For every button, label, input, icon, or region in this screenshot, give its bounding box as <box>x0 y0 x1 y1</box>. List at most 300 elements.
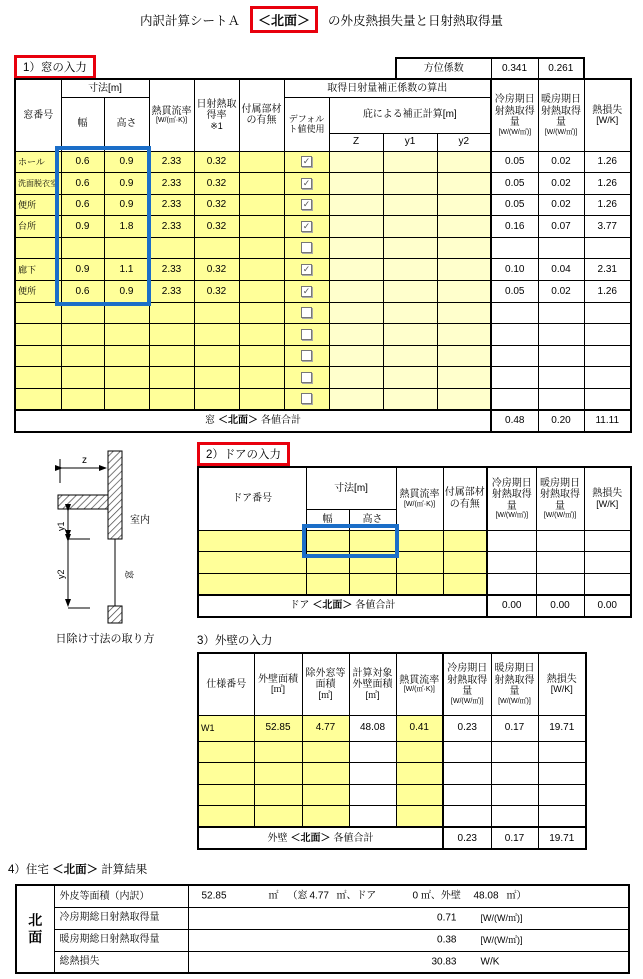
y1-cell[interactable] <box>383 173 437 195</box>
u-value-cell[interactable]: 2.33 <box>149 151 194 173</box>
u-value-cell[interactable]: 2.33 <box>149 173 194 195</box>
z-cell[interactable] <box>329 173 383 195</box>
window-name-cell[interactable]: 台所 <box>15 216 61 238</box>
width-cell[interactable]: 0.6 <box>61 151 104 173</box>
window-name-cell[interactable] <box>15 345 61 367</box>
checkbox-icon[interactable] <box>301 307 312 318</box>
y2-cell[interactable] <box>437 237 491 259</box>
z-cell[interactable] <box>329 151 383 173</box>
door-row <box>198 573 631 595</box>
heat-loss-cell <box>584 367 631 389</box>
wall-area-cell[interactable] <box>254 741 302 763</box>
title-orientation-badge: ＜北面＞ <box>250 6 318 33</box>
direction-factor-cooling: 0.341 <box>491 58 538 80</box>
checkmark: ✓ <box>302 220 311 231</box>
y1-cell[interactable] <box>383 389 437 411</box>
y1-cell[interactable] <box>383 259 437 281</box>
u-value-cell[interactable] <box>149 367 194 389</box>
cooling-gain-cell <box>491 302 538 324</box>
cooling-gain-cell <box>443 741 491 763</box>
cooling-gain-cell <box>491 367 538 389</box>
col-header-height: 高さ <box>104 97 149 151</box>
height-cell[interactable] <box>349 552 396 574</box>
window-row <box>15 324 631 346</box>
y1-cell[interactable] <box>383 151 437 173</box>
door-total-label: ドア ＜北面＞ 各値合計 <box>198 595 487 617</box>
window-name-cell[interactable]: 便所 <box>15 281 61 303</box>
heat-loss-cell <box>584 237 631 259</box>
col-header-heating-gain: 暖房期日射熱取得量 [W/(W/㎡)] <box>538 79 584 151</box>
col-header-correction-group: 取得日射量補正係数の算出 <box>284 79 491 97</box>
heat-loss-cell <box>584 302 631 324</box>
col-header-dimension: 寸法[m] <box>306 467 396 509</box>
u-value-cell[interactable]: 2.33 <box>149 281 194 303</box>
height-cell[interactable]: 0.9 <box>104 173 149 195</box>
heat-loss-cell <box>538 806 586 828</box>
z-cell[interactable] <box>329 194 383 216</box>
shgc-cell[interactable] <box>194 389 239 411</box>
y2-dim-label: y2 <box>56 569 66 579</box>
u-value-cell[interactable]: 2.33 <box>149 259 194 281</box>
default-checkbox-cell <box>284 281 329 303</box>
heat-loss-cell: 1.26 <box>584 194 631 216</box>
width-cell[interactable] <box>61 324 104 346</box>
cooling-gain-cell <box>443 763 491 785</box>
cooling-gain-cell <box>443 784 491 806</box>
window-name-cell[interactable] <box>15 237 61 259</box>
y1-cell[interactable] <box>383 302 437 324</box>
checkbox-icon[interactable] <box>301 199 312 210</box>
wall-area-cell[interactable] <box>254 784 302 806</box>
u-value-cell[interactable] <box>396 573 443 595</box>
window-row <box>15 259 631 281</box>
y2-cell[interactable] <box>437 345 491 367</box>
col-header-height: 高さ <box>349 509 396 530</box>
attachment-cell[interactable] <box>239 151 284 173</box>
z-cell[interactable] <box>329 345 383 367</box>
cooling-gain-cell <box>491 237 538 259</box>
width-cell[interactable] <box>61 237 104 259</box>
width-cell[interactable] <box>61 345 104 367</box>
excluded-area-cell[interactable] <box>302 784 349 806</box>
result-row <box>16 885 629 907</box>
window-name-cell[interactable] <box>15 324 61 346</box>
y1-cell[interactable] <box>383 216 437 238</box>
shade-dimension-diagram <box>22 443 187 628</box>
z-dim-label: z <box>82 455 87 466</box>
u-value-cell[interactable] <box>149 345 194 367</box>
default-checkbox-cell <box>284 259 329 281</box>
width-cell[interactable]: 0.6 <box>61 281 104 303</box>
checkbox-icon[interactable] <box>301 221 312 232</box>
window-row <box>15 216 631 238</box>
default-checkbox-cell <box>284 302 329 324</box>
height-cell[interactable]: 0.9 <box>104 194 149 216</box>
result-value-heating: 0.38 [W/(W/㎡)] <box>188 929 629 951</box>
z-cell[interactable] <box>329 389 383 411</box>
diagram-caption: 日除け寸法の取り方 <box>55 633 155 645</box>
window-row <box>15 345 631 367</box>
z-cell[interactable] <box>329 367 383 389</box>
width-cell[interactable] <box>306 552 349 574</box>
attachment-cell[interactable] <box>239 345 284 367</box>
y2-cell[interactable] <box>437 216 491 238</box>
y2-cell[interactable] <box>437 367 491 389</box>
u-value-cell[interactable] <box>396 784 443 806</box>
default-checkbox-cell <box>284 237 329 259</box>
col-header-y2: y2 <box>437 133 491 151</box>
width-cell[interactable] <box>61 367 104 389</box>
u-value-cell[interactable]: 2.33 <box>149 216 194 238</box>
shgc-cell[interactable]: 0.32 <box>194 173 239 195</box>
door-name-cell[interactable] <box>198 573 306 595</box>
heat-loss-cell <box>538 784 586 806</box>
col-header-cooling-gain: 冷房期日射熱取得量 [W/(W/㎡)] <box>443 653 491 715</box>
result-row <box>16 907 629 929</box>
window-name-cell[interactable] <box>15 389 61 411</box>
height-cell[interactable] <box>349 530 396 552</box>
cooling-gain-cell: 0.10 <box>491 259 538 281</box>
shgc-cell[interactable]: 0.32 <box>194 281 239 303</box>
window-table <box>14 78 632 433</box>
y1-cell[interactable] <box>383 345 437 367</box>
height-cell[interactable]: 1.1 <box>104 259 149 281</box>
result-table <box>15 884 630 974</box>
heat-loss-cell <box>538 741 586 763</box>
spec-no-cell[interactable] <box>198 806 254 828</box>
window-row <box>15 302 631 324</box>
col-header-dimension: 寸法[m] <box>61 79 149 97</box>
u-value-cell[interactable] <box>396 530 443 552</box>
y2-cell[interactable] <box>437 151 491 173</box>
default-checkbox-cell <box>284 173 329 195</box>
shgc-cell[interactable]: 0.32 <box>194 151 239 173</box>
default-checkbox-cell <box>284 194 329 216</box>
heating-gain-cell <box>538 389 584 411</box>
wall-section-label: 3）外壁の入力 <box>197 635 273 647</box>
heat-loss-cell: 2.31 <box>584 259 631 281</box>
col-header-attachment: 付属部材の有無 <box>239 79 284 151</box>
width-cell[interactable] <box>61 302 104 324</box>
col-header-u-value: 熱貫流率 [W/(㎡·K)] <box>396 467 443 530</box>
col-header-wall-area: 外壁面積 [㎡] <box>254 653 302 715</box>
heat-loss-cell <box>584 324 631 346</box>
cooling-gain-cell <box>491 324 538 346</box>
y2-cell[interactable] <box>437 389 491 411</box>
window-name-cell[interactable] <box>15 302 61 324</box>
attachment-cell[interactable] <box>239 281 284 303</box>
door-row <box>198 552 631 574</box>
window-name-cell[interactable]: 洗面脱衣室 <box>15 173 61 195</box>
y2-cell[interactable] <box>437 259 491 281</box>
direction-factor-label: 方位係数 <box>396 58 491 80</box>
result-row <box>16 951 629 973</box>
height-cell[interactable] <box>349 573 396 595</box>
u-value-cell[interactable] <box>149 324 194 346</box>
result-label-heating: 暖房期総日射熱取得量 <box>54 929 188 951</box>
attachment-cell[interactable] <box>239 389 284 411</box>
attachment-cell[interactable] <box>239 194 284 216</box>
heat-loss-cell <box>584 530 631 552</box>
cooling-gain-cell <box>487 573 536 595</box>
height-cell[interactable] <box>104 389 149 411</box>
heating-gain-cell <box>536 573 584 595</box>
default-checkbox-cell <box>284 367 329 389</box>
height-cell[interactable] <box>104 324 149 346</box>
y2-cell[interactable] <box>437 173 491 195</box>
heating-gain-cell: 0.02 <box>538 173 584 195</box>
y2-cell[interactable] <box>437 302 491 324</box>
spec-no-cell[interactable] <box>198 763 254 785</box>
heat-loss-cell <box>538 763 586 785</box>
shgc-cell[interactable] <box>194 302 239 324</box>
shgc-cell[interactable] <box>194 345 239 367</box>
wall-total-loss: 19.71 <box>538 827 586 849</box>
cooling-gain-cell: 0.05 <box>491 194 538 216</box>
spec-no-cell[interactable] <box>198 784 254 806</box>
shgc-cell[interactable]: 0.32 <box>194 216 239 238</box>
u-value-cell[interactable] <box>149 237 194 259</box>
excluded-area-cell[interactable]: 4.77 <box>302 715 349 741</box>
checkbox-icon[interactable] <box>301 264 312 275</box>
y1-cell[interactable] <box>383 324 437 346</box>
heating-gain-cell <box>491 741 538 763</box>
window-row <box>15 237 631 259</box>
heat-loss-cell: 19.71 <box>538 715 586 741</box>
heat-loss-cell: 1.26 <box>584 173 631 195</box>
wall-area-cell[interactable]: 52.85 <box>254 715 302 741</box>
checkbox-icon[interactable] <box>301 156 312 167</box>
width-cell[interactable]: 0.6 <box>61 173 104 195</box>
excluded-area-cell[interactable] <box>302 806 349 828</box>
checkbox-icon[interactable] <box>301 372 312 383</box>
shgc-cell[interactable]: 0.32 <box>194 194 239 216</box>
window-total-heating: 0.20 <box>538 410 584 432</box>
default-checkbox-cell <box>284 324 329 346</box>
attachment-cell[interactable] <box>443 573 487 595</box>
page-title <box>0 6 643 33</box>
y2-cell[interactable] <box>437 194 491 216</box>
attachment-cell[interactable] <box>239 173 284 195</box>
checkbox-icon[interactable] <box>301 393 312 404</box>
default-checkbox-cell <box>284 345 329 367</box>
z-cell[interactable] <box>329 216 383 238</box>
heating-gain-cell <box>536 530 584 552</box>
y1-cell[interactable] <box>383 237 437 259</box>
width-cell[interactable]: 0.9 <box>61 216 104 238</box>
height-cell[interactable]: 0.9 <box>104 281 149 303</box>
door-section-label: 2）ドアの入力 <box>197 442 290 466</box>
attachment-cell[interactable] <box>239 324 284 346</box>
shgc-cell[interactable] <box>194 237 239 259</box>
col-header-spec-no: 仕様番号 <box>198 653 254 715</box>
default-checkbox-cell <box>284 389 329 411</box>
u-value-cell[interactable] <box>396 552 443 574</box>
col-header-calc-area: 計算対象外壁面積 [㎡] <box>349 653 396 715</box>
checkmark: ✓ <box>302 177 311 188</box>
u-value-cell[interactable] <box>149 389 194 411</box>
shgc-cell[interactable] <box>194 367 239 389</box>
width-cell[interactable] <box>306 530 349 552</box>
window-name-cell[interactable] <box>15 367 61 389</box>
door-total-cooling: 0.00 <box>487 595 536 617</box>
attachment-cell[interactable] <box>239 237 284 259</box>
height-cell[interactable] <box>104 237 149 259</box>
checkbox-icon[interactable] <box>301 286 312 297</box>
height-cell[interactable]: 1.8 <box>104 216 149 238</box>
col-header-u-value: 熱貫流率 [W/(㎡·K)] <box>149 79 194 151</box>
width-cell[interactable]: 0.9 <box>61 259 104 281</box>
y1-cell[interactable] <box>383 194 437 216</box>
door-name-cell[interactable] <box>198 530 306 552</box>
height-cell[interactable]: 0.9 <box>104 151 149 173</box>
y1-cell[interactable] <box>383 281 437 303</box>
cooling-gain-cell: 0.23 <box>443 715 491 741</box>
heating-gain-cell <box>538 367 584 389</box>
cooling-gain-cell <box>491 389 538 411</box>
cooling-gain-cell: 0.05 <box>491 151 538 173</box>
window-total-cooling: 0.48 <box>491 410 538 432</box>
calc-area-cell <box>349 806 396 828</box>
z-cell[interactable] <box>329 324 383 346</box>
u-value-cell[interactable] <box>396 763 443 785</box>
heating-gain-cell <box>538 324 584 346</box>
z-cell[interactable] <box>329 302 383 324</box>
door-total-heating: 0.00 <box>536 595 584 617</box>
u-value-cell[interactable]: 2.33 <box>149 194 194 216</box>
u-value-cell[interactable] <box>396 806 443 828</box>
result-label-area: 外皮等面積（内訳） <box>54 885 188 907</box>
wall-section-shape <box>108 451 122 539</box>
col-header-cooling-gain: 冷房期日射熱取得量 [W/(W/㎡)] <box>491 79 538 151</box>
window-glyph-label: 窓 <box>124 570 134 580</box>
shgc-cell[interactable] <box>194 324 239 346</box>
width-cell[interactable] <box>306 573 349 595</box>
col-header-heat-loss: 熱損失 [W/K] <box>584 79 631 151</box>
heat-loss-cell: 1.26 <box>584 151 631 173</box>
y2-cell[interactable] <box>437 324 491 346</box>
window-name-cell[interactable]: 廊下 <box>15 259 61 281</box>
wall-row <box>198 806 586 828</box>
wall-row <box>198 715 586 741</box>
col-header-door-no: ドア番号 <box>198 467 306 530</box>
attachment-cell[interactable] <box>443 552 487 574</box>
heat-loss-cell: 3.77 <box>584 216 631 238</box>
wall-table <box>197 652 587 850</box>
calc-area-cell <box>349 784 396 806</box>
window-row <box>15 367 631 389</box>
door-name-cell[interactable] <box>198 552 306 574</box>
heat-loss-cell: 1.26 <box>584 281 631 303</box>
wall-total-row <box>198 827 586 849</box>
title-suffix: の外皮熱損失量と日射熱取得量 <box>328 13 504 28</box>
width-cell[interactable] <box>61 389 104 411</box>
attachment-cell[interactable] <box>239 302 284 324</box>
excluded-area-cell[interactable] <box>302 741 349 763</box>
attachment-cell[interactable] <box>239 216 284 238</box>
calc-area-cell <box>349 741 396 763</box>
u-value-cell[interactable] <box>149 302 194 324</box>
heat-loss-cell <box>584 345 631 367</box>
result-value-total-loss: 30.83 W/K <box>188 951 629 973</box>
y1-dim-label: y1 <box>56 521 66 531</box>
cooling-gain-cell: 0.05 <box>491 173 538 195</box>
u-value-cell[interactable] <box>396 741 443 763</box>
cooling-gain-cell <box>443 806 491 828</box>
excluded-area-cell[interactable] <box>302 763 349 785</box>
window-row <box>15 281 631 303</box>
calc-area-cell: 48.08 <box>349 715 396 741</box>
col-header-width: 幅 <box>61 97 104 151</box>
checkbox-icon[interactable] <box>301 350 312 361</box>
width-cell[interactable]: 0.6 <box>61 194 104 216</box>
wall-total-heating: 0.17 <box>491 827 538 849</box>
window-total-row <box>15 410 631 432</box>
height-cell[interactable] <box>104 345 149 367</box>
col-header-attachment: 付属部材の有無 <box>443 467 487 530</box>
attachment-cell[interactable] <box>443 530 487 552</box>
col-header-heating-gain: 暖房期日射熱取得量 [W/(W/㎡)] <box>536 467 584 530</box>
checkmark: ✓ <box>302 263 311 274</box>
spec-no-cell[interactable] <box>198 741 254 763</box>
window-total-loss: 11.11 <box>584 410 631 432</box>
default-checkbox-cell <box>284 216 329 238</box>
y2-cell[interactable] <box>437 281 491 303</box>
heat-loss-cell <box>584 389 631 411</box>
height-cell[interactable] <box>104 367 149 389</box>
attachment-cell[interactable] <box>239 259 284 281</box>
heat-loss-cell <box>584 573 631 595</box>
checkbox-icon[interactable] <box>301 178 312 189</box>
y1-cell[interactable] <box>383 367 437 389</box>
window-total-label: 窓 ＜北面＞ 各値合計 <box>15 410 491 432</box>
col-header-y1: y1 <box>383 133 437 151</box>
cooling-gain-cell: 0.16 <box>491 216 538 238</box>
z-cell[interactable] <box>329 259 383 281</box>
attachment-cell[interactable] <box>239 367 284 389</box>
cooling-gain-cell: 0.05 <box>491 281 538 303</box>
wall-row <box>198 741 586 763</box>
z-cell[interactable] <box>329 281 383 303</box>
heating-gain-cell <box>491 763 538 785</box>
heating-gain-cell <box>491 806 538 828</box>
result-row <box>16 929 629 951</box>
spec-no-cell[interactable]: W1 <box>198 715 254 741</box>
wall-area-cell[interactable] <box>254 806 302 828</box>
shgc-cell[interactable]: 0.32 <box>194 259 239 281</box>
checkbox-icon[interactable] <box>301 242 312 253</box>
col-header-shgc: 日射熱取得率 ※1 <box>194 79 239 151</box>
u-value-cell[interactable]: 0.41 <box>396 715 443 741</box>
checkbox-icon[interactable] <box>301 329 312 340</box>
window-name-cell[interactable]: 便所 <box>15 194 61 216</box>
wall-area-cell[interactable] <box>254 763 302 785</box>
default-checkbox-cell <box>284 151 329 173</box>
door-table <box>197 466 632 618</box>
heating-gain-cell <box>491 784 538 806</box>
col-header-cooling-gain: 冷房期日射熱取得量 [W/(W/㎡)] <box>487 467 536 530</box>
heating-gain-cell <box>536 552 584 574</box>
heating-gain-cell: 0.02 <box>538 194 584 216</box>
col-header-excluded-area: 除外窓等面積 [㎡] <box>302 653 349 715</box>
z-cell[interactable] <box>329 237 383 259</box>
heating-gain-cell: 0.04 <box>538 259 584 281</box>
window-name-cell[interactable]: ホール <box>15 151 61 173</box>
door-total-loss: 0.00 <box>584 595 631 617</box>
wall-total-cooling: 0.23 <box>443 827 491 849</box>
height-cell[interactable] <box>104 302 149 324</box>
cooling-gain-cell <box>491 345 538 367</box>
